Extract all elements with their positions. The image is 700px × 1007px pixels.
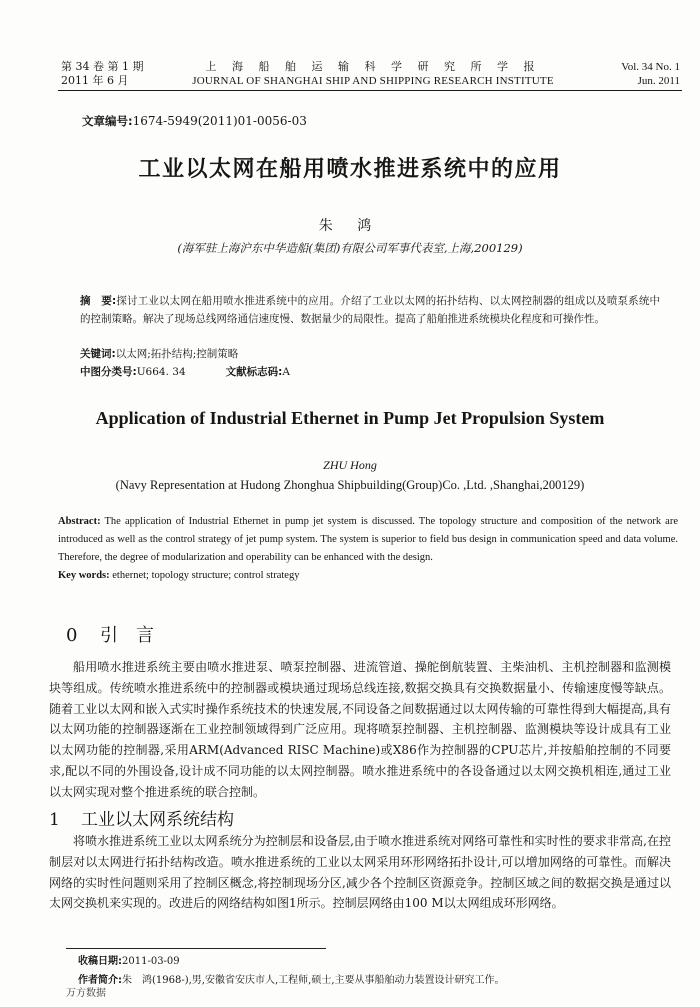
date-cn: 2011 年 6 月 bbox=[61, 74, 129, 87]
watermark: 万方数据 bbox=[66, 988, 106, 999]
title-en: Application of Industrial Ethernet in Pump Jet Propulsion System bbox=[95, 408, 605, 428]
classification bbox=[80, 364, 290, 379]
class-number: U664. 34 bbox=[136, 366, 186, 378]
footnote-received-date: 2011-03-09 bbox=[122, 956, 180, 967]
keywords-cn-text: 以太网;拓扑结构;控制策略 bbox=[115, 348, 239, 360]
footnote-received-label: 收稿日期: bbox=[78, 956, 122, 967]
affiliation-en: (Navy Representation at Hudong Zhonghua Shipbuilding(Group)Co. ,Ltd. ,Shanghai,200129) bbox=[115, 478, 585, 492]
keywords-en bbox=[58, 570, 299, 581]
paragraph-system-structure: 将喷水推进系统工业以太网系统分为控制层和设备层,由于喷水推进系统对网络可靠性和实时性的要求非常高,在控制层对以太网进行拓扑结构改造。喷水推进系统的工业以太网采用环形网络拓扑设计,可以增加网络的可靠性。而解决网络的实时性问题则采用了控制区概念,将控制现场分区,减少各个控制区资源竞争。控制区域之间的数据交换是通过以太网交换机来实现的。改进后的网络结构如图1所示。控制层网络由100 M以太网组成环形网络。 bbox=[49, 834, 671, 911]
header-volume-cn bbox=[61, 60, 143, 88]
header-journal bbox=[178, 60, 568, 88]
footnote-rule bbox=[66, 948, 326, 949]
abstract-cn bbox=[80, 292, 660, 328]
affiliation-cn: (海军驻上海沪东中华造船(集团)有限公司军事代表室,上海,200129) bbox=[177, 241, 523, 255]
abstract-cn-label: 摘 要: bbox=[80, 295, 117, 307]
date-en: Jun. 2011 bbox=[637, 75, 680, 87]
section-number: 1 bbox=[49, 810, 60, 830]
header-volume-en bbox=[600, 60, 680, 88]
paragraph-introduction: 船用喷水推进系统主要由喷水推进泵、喷泵控制器、进流管道、操舵倒航装置、主柴油机、主机控制器和监测模块等组成。传统喷水推进系统中的控制器或模块通过现场总线连接,数据交换具有交换数据量小、传输速度慢等缺点。随着工业以太网和嵌入式实时操作系统技术的快速发展,不同设备之间数据通过以太网传输的可靠性得到大幅提高,具有以太网功能的控制器逐渐在工业控制领域得到广泛应用。现将喷泵控制器、主机控制器、监测模块等设计成具有工业以太网功能的控制器,采用ARM(Advanced RISC Machine)或X86作为控制器的CPU芯片,并按船舶控制的不同要求,配以不同的外围设备,设计成不同功能的以太网控制器。喷水推进系统中的各设备通过以太网交换机相连,通过工业以太网实现对整个推进系统的联合控制。 bbox=[49, 660, 671, 799]
article-number-label: 文章编号: bbox=[82, 114, 133, 128]
journal-name-en: JOURNAL OF SHANGHAI SHIP AND SHIPPING RESEARCH INSTITUTE bbox=[192, 75, 554, 87]
keywords-en-label: Key words: bbox=[58, 570, 110, 581]
footnote-bio-label: 作者简介: bbox=[78, 975, 122, 986]
section-title: 引言 bbox=[100, 625, 172, 646]
author-cn: 朱 鸿 bbox=[318, 218, 382, 234]
author-en: ZHU Hong bbox=[323, 458, 377, 472]
section-number: 0 bbox=[66, 625, 78, 646]
volume-issue-cn: 第 34 卷 第 1 期 bbox=[61, 60, 144, 73]
section-title: 工业以太网系统结构 bbox=[81, 810, 234, 830]
footnote-author-bio bbox=[78, 971, 505, 986]
keywords-cn-label: 关键词: bbox=[80, 348, 116, 360]
abstract-en bbox=[58, 513, 678, 567]
keywords-cn bbox=[80, 346, 238, 361]
header-rule bbox=[58, 90, 682, 91]
journal-name-cn: 上 海 船 舶 运 输 科 学 研 究 所 学 报 bbox=[205, 60, 541, 73]
doc-code-label: 文献标志码: bbox=[225, 366, 283, 378]
title-cn: 工业以太网在船用喷水推进系统中的应用 bbox=[138, 157, 562, 182]
article-number bbox=[82, 113, 307, 129]
footnote-received bbox=[78, 952, 180, 967]
volume-issue-en: Vol. 34 No. 1 bbox=[621, 61, 680, 73]
footnote-bio-text: 朱 鸿(1968-),男,安徽省安庆市人,工程师,硕士,主要从事船舶动力装置设计研究工作。 bbox=[122, 975, 505, 986]
section-heading-system-structure bbox=[49, 805, 234, 830]
abstract-en-text: The application of Industrial Ethernet in pump jet system is discussed. The topology structure and composition of the network are introduced as well as the control strategy of jet pump system. The system is superior to field bus design in communication speed and data volume. Therefore, the degree of modularization and operability can be enhanced with the design. bbox=[58, 516, 678, 563]
article-number-value: 1674-5949(2011)01-0056-03 bbox=[132, 114, 307, 128]
doc-code: A bbox=[282, 366, 290, 378]
abstract-cn-text: 探讨工业以太网在船用喷水推进系统中的应用。介绍了工业以太网的拓扑结构、以太网控制器的组成以及喷泵系统中的控制策略。解决了现场总线网络通信速度慢、数据量少的局限性。提高了船舶推进系统模块化程度和可操作性。 bbox=[80, 295, 661, 325]
keywords-en-text: ethernet; topology structure; control strategy bbox=[112, 570, 300, 581]
abstract-en-label: Abstract: bbox=[58, 516, 101, 527]
class-label: 中图分类号: bbox=[80, 366, 137, 378]
section-heading-introduction bbox=[66, 621, 172, 647]
